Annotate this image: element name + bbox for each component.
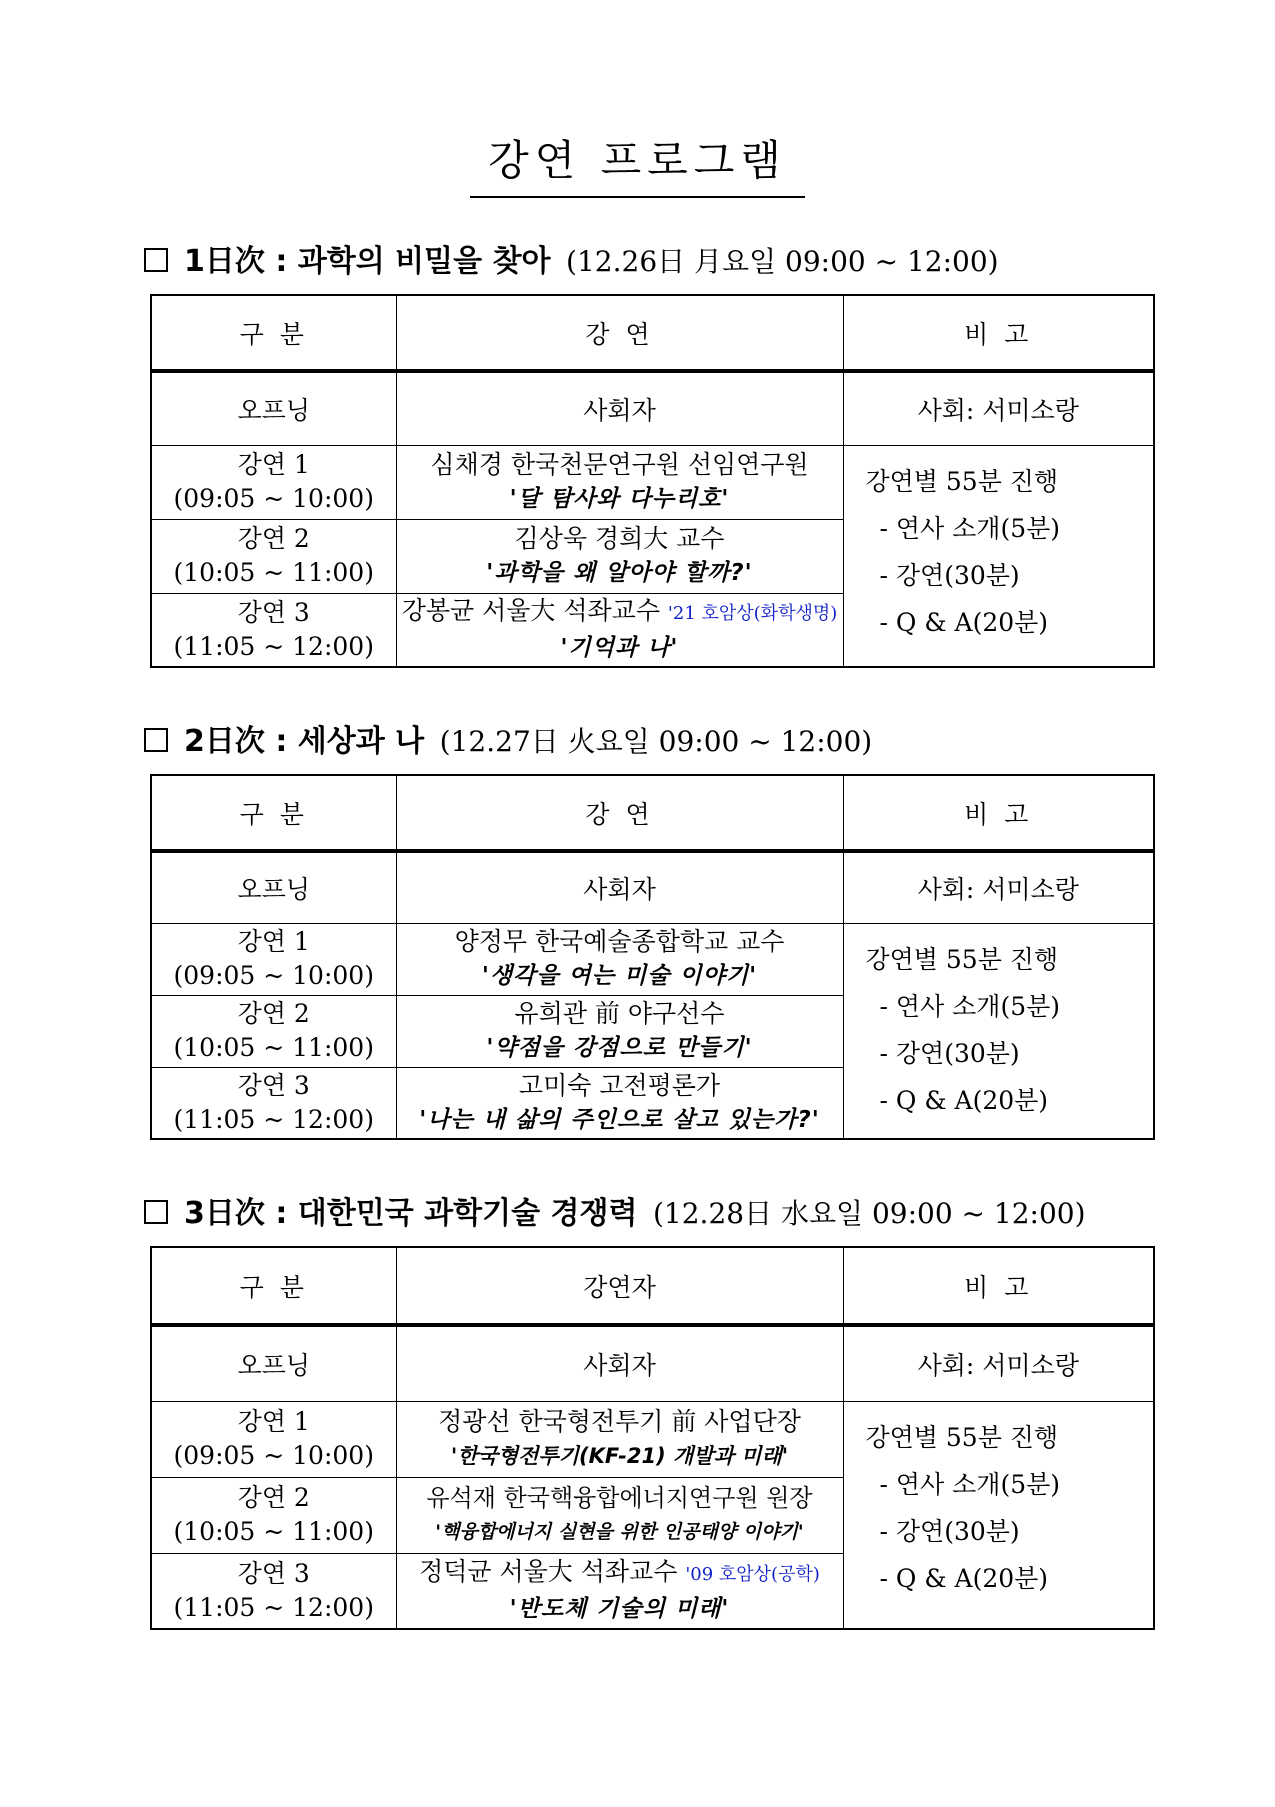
lecture-speaker: 유희관 前 야구선수: [514, 999, 725, 1028]
header-category: 구 분: [151, 295, 396, 371]
checkbox-square-icon: [144, 1200, 168, 1224]
lecture-slot: [151, 519, 396, 593]
opening-content: 사회자: [396, 851, 843, 923]
lecture-time: (10:05 ~ 11:00): [173, 1033, 374, 1062]
opening-row: [151, 1325, 1154, 1401]
section-1-date: (12.26日 月요일 09:00 ~ 12:00): [566, 245, 999, 278]
lecture-info: [396, 1067, 843, 1139]
section-1-heading: [144, 236, 999, 280]
lecture-info: [396, 1401, 843, 1477]
note-line: - 연사 소개(5분): [879, 513, 1061, 543]
table-header-row: [151, 775, 1154, 851]
section-3-date: (12.28日 水요일 09:00 ~ 12:00): [652, 1197, 1086, 1230]
lecture-talk: '생각을 여는 미술 이야기': [481, 963, 758, 989]
lecture-slot: [151, 1477, 396, 1553]
lecture-name: 강연 3: [237, 597, 310, 627]
lecture-talk: '나는 내 삶의 주인으로 살고 있는가?': [419, 1106, 820, 1133]
lecture-time: (09:05 ~ 10:00): [173, 961, 374, 990]
section-3-table: [150, 1246, 1155, 1630]
award-label: '21 호암상(화학생명): [667, 603, 838, 625]
lecture-slot: [151, 1553, 396, 1629]
note-line: - Q & A(20분): [879, 607, 1049, 637]
section-2-heading: [144, 716, 872, 760]
section-3-title: 3日次 : 대한민국 과학기술 경쟁력: [184, 1196, 638, 1231]
lecture-name: 강연 2: [237, 524, 310, 553]
section-1-table: [150, 294, 1155, 668]
lecture-info: [396, 1477, 843, 1553]
header-note: 비 고: [843, 295, 1154, 371]
lecture-speaker: 심채경 한국천문연구원 선임연구원: [430, 450, 809, 479]
opening-note: 사회: 서미소랑: [843, 851, 1154, 923]
opening-label: 오프닝: [151, 851, 396, 923]
lecture-time: (10:05 ~ 11:00): [173, 1517, 374, 1546]
lecture-info: [396, 995, 843, 1067]
lecture-slot: [151, 593, 396, 667]
lecture-info: [396, 593, 843, 667]
document-title: 강연 프로그램: [470, 128, 805, 198]
note-line: - 강연(30분): [879, 560, 1020, 590]
lecture-name: 강연 2: [237, 1483, 310, 1512]
award-label: '09 호암상(공학): [685, 1564, 820, 1586]
lecture-speaker: 정광선 한국형전투기 前 사업단장: [438, 1407, 801, 1436]
header-note: 비 고: [843, 1247, 1154, 1325]
lecture-name: 강연 2: [237, 999, 310, 1028]
lecture-speaker: 강봉균 서울大 석좌교수: [401, 596, 660, 626]
lecture-info: [396, 1553, 843, 1629]
lecture-speaker: 양정무 한국예술종합학교 교수: [454, 927, 785, 956]
lecture-notes: [843, 923, 1154, 1139]
lecture-time: (11:05 ~ 12:00): [173, 1592, 374, 1622]
opening-content: 사회자: [396, 1325, 843, 1401]
note-line: - Q & A(20분): [879, 1563, 1049, 1593]
table-header-row: [151, 1247, 1154, 1325]
lecture-info: [396, 923, 843, 995]
lecture-name: 강연 1: [237, 450, 310, 479]
section-1-title: 1日次 : 과학의 비밀을 찾아: [184, 244, 551, 279]
section-3-heading: [144, 1188, 1086, 1232]
lecture-time: (10:05 ~ 11:00): [173, 558, 374, 587]
lecture-name: 강연 1: [237, 1407, 310, 1436]
lecture-row: [151, 1401, 1154, 1477]
lecture-speaker: 정덕균 서울大 석좌교수: [419, 1557, 678, 1587]
note-line: 강연별 55분 진행: [865, 944, 1059, 974]
lecture-talk: '과학을 왜 알아야 할까?': [486, 560, 753, 586]
lecture-time: (11:05 ~ 12:00): [173, 1104, 374, 1134]
note-line: - 강연(30분): [879, 1516, 1020, 1546]
opening-note: 사회: 서미소랑: [843, 1325, 1154, 1401]
lecture-info: [396, 519, 843, 593]
header-lecturer: 강연자: [396, 1247, 843, 1325]
opening-content: 사회자: [396, 371, 843, 445]
section-2-date: (12.27日 火요일 09:00 ~ 12:00): [439, 725, 873, 758]
lecture-talk: '한국형전투기(KF-21) 개발과 미래': [450, 1444, 789, 1468]
header-note: 비 고: [843, 775, 1154, 851]
lecture-talk: '핵융합에너지 실현을 위한 인공태양 이야기': [435, 1521, 804, 1543]
note-line: - Q & A(20분): [879, 1085, 1049, 1115]
lecture-row: [151, 923, 1154, 995]
lecture-speaker: 김상욱 경희大 교수: [514, 524, 725, 553]
lecture-slot: [151, 1401, 396, 1477]
opening-label: 오프닝: [151, 371, 396, 445]
opening-label: 오프닝: [151, 1325, 396, 1401]
note-line: - 강연(30분): [879, 1038, 1020, 1068]
lecture-slot: [151, 445, 396, 519]
header-category: 구 분: [151, 775, 396, 851]
lecture-notes: [843, 1401, 1154, 1629]
note-line: 강연별 55분 진행: [865, 466, 1059, 496]
lecture-slot: [151, 1067, 396, 1139]
header-lecture: 강 연: [396, 775, 843, 851]
document-title-wrap: [0, 128, 1275, 198]
lecture-speaker: 유석재 한국핵융합에너지연구원 원장: [426, 1484, 813, 1512]
lecture-name: 강연 1: [237, 927, 310, 956]
lecture-row: [151, 445, 1154, 519]
lecture-talk: '달 탐사와 다누리호': [509, 486, 730, 512]
lecture-talk: '반도체 기술의 미래': [509, 1596, 730, 1623]
table-header-row: [151, 295, 1154, 371]
lecture-info: [396, 445, 843, 519]
checkbox-square-icon: [144, 248, 168, 272]
header-lecture: 강 연: [396, 295, 843, 371]
note-line: 강연별 55분 진행: [865, 1422, 1059, 1452]
lecture-name: 강연 3: [237, 1070, 310, 1100]
lecture-name: 강연 3: [237, 1558, 310, 1588]
lecture-slot: [151, 923, 396, 995]
note-line: - 연사 소개(5분): [879, 991, 1061, 1021]
section-2-table: [150, 774, 1155, 1140]
lecture-time: (09:05 ~ 10:00): [173, 484, 374, 513]
note-line: - 연사 소개(5분): [879, 1469, 1061, 1499]
lecture-speaker: 고미숙 고전평론가: [518, 1070, 721, 1100]
opening-note: 사회: 서미소랑: [843, 371, 1154, 445]
lecture-notes: [843, 445, 1154, 667]
opening-row: [151, 371, 1154, 445]
lecture-time: (11:05 ~ 12:00): [173, 631, 374, 661]
lecture-talk: '기억과 나': [560, 635, 679, 662]
opening-row: [151, 851, 1154, 923]
section-2-title: 2日次 : 세상과 나: [184, 724, 425, 759]
checkbox-square-icon: [144, 728, 168, 752]
lecture-time: (09:05 ~ 10:00): [173, 1441, 374, 1470]
lecture-talk: '약점을 강점으로 만들기': [486, 1035, 753, 1061]
header-category: 구 분: [151, 1247, 396, 1325]
lecture-slot: [151, 995, 396, 1067]
